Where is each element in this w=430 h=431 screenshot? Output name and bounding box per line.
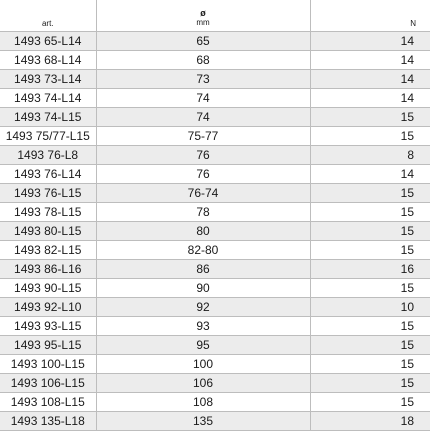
- table-row: [0, 374, 430, 393]
- table-row: [0, 184, 430, 203]
- cell-art: 1493 74-L15: [0, 108, 96, 127]
- cell-n: 15: [310, 127, 430, 146]
- table-row: [0, 51, 430, 70]
- cell-n: 8: [310, 146, 430, 165]
- cell-diameter: 86: [96, 260, 310, 279]
- table-row: [0, 108, 430, 127]
- cell-art: 1493 78-L15: [0, 203, 96, 222]
- cell-n: 16: [310, 260, 430, 279]
- cell-diameter: 68: [96, 51, 310, 70]
- cell-diameter: 74: [96, 108, 310, 127]
- cell-diameter: 95: [96, 336, 310, 355]
- cell-n: 10: [310, 298, 430, 317]
- table-row: [0, 32, 430, 51]
- cell-n: 14: [310, 70, 430, 89]
- table-row: [0, 260, 430, 279]
- diameter-unit: mm: [196, 18, 210, 27]
- cell-art: 1493 73-L14: [0, 70, 96, 89]
- cell-n: 15: [310, 393, 430, 412]
- header-art: art.: [0, 0, 96, 32]
- cell-n: 15: [310, 222, 430, 241]
- cell-diameter: 78: [96, 203, 310, 222]
- table-row: [0, 127, 430, 146]
- cell-diameter: 75-77: [96, 127, 310, 146]
- cell-art: 1493 135-L18: [0, 412, 96, 431]
- cell-diameter: 73: [96, 70, 310, 89]
- cell-art: 1493 93-L15: [0, 317, 96, 336]
- cell-diameter: 76-74: [96, 184, 310, 203]
- header-diameter: [96, 0, 310, 32]
- cell-art: 1493 106-L15: [0, 374, 96, 393]
- cell-n: 15: [310, 203, 430, 222]
- cell-n: 15: [310, 108, 430, 127]
- diameter-symbol: ø: [200, 8, 206, 18]
- table-header: [0, 0, 430, 32]
- table-row: [0, 298, 430, 317]
- cell-diameter: 80: [96, 222, 310, 241]
- table-row: [0, 203, 430, 222]
- cell-diameter: 92: [96, 298, 310, 317]
- table-row: [0, 279, 430, 298]
- cell-diameter: 82-80: [96, 241, 310, 260]
- cell-art: 1493 80-L15: [0, 222, 96, 241]
- cell-n: 15: [310, 241, 430, 260]
- table-row: [0, 393, 430, 412]
- cell-n: 15: [310, 317, 430, 336]
- header-row: [0, 0, 430, 32]
- cell-diameter: 90: [96, 279, 310, 298]
- table-row: [0, 222, 430, 241]
- cell-art: 1493 92-L10: [0, 298, 96, 317]
- cell-art: 1493 76-L8: [0, 146, 96, 165]
- cell-diameter: 108: [96, 393, 310, 412]
- cell-art: 1493 76-L15: [0, 184, 96, 203]
- table-row: [0, 165, 430, 184]
- cell-n: 18: [310, 412, 430, 431]
- table-row: [0, 70, 430, 89]
- header-n: N: [410, 19, 416, 28]
- table-row: [0, 412, 430, 431]
- cell-diameter: 65: [96, 32, 310, 51]
- cell-n: 14: [310, 51, 430, 70]
- cell-diameter: 106: [96, 374, 310, 393]
- cell-diameter: 74: [96, 89, 310, 108]
- cell-art: 1493 74-L14: [0, 89, 96, 108]
- cell-art: 1493 100-L15: [0, 355, 96, 374]
- table-row: [0, 241, 430, 260]
- cell-diameter: 100: [96, 355, 310, 374]
- cell-n: 14: [310, 32, 430, 51]
- cell-art: 1493 75/77-L15: [0, 127, 96, 146]
- cell-art: 1493 65-L14: [0, 32, 96, 51]
- cell-art: 1493 76-L14: [0, 165, 96, 184]
- table-body: [0, 32, 430, 431]
- cell-diameter: 93: [96, 317, 310, 336]
- cell-n: 15: [310, 336, 430, 355]
- cell-n: 14: [310, 89, 430, 108]
- table-row: [0, 89, 430, 108]
- table-row: [0, 317, 430, 336]
- cell-diameter: 76: [96, 146, 310, 165]
- cell-art: 1493 108-L15: [0, 393, 96, 412]
- cell-n: 15: [310, 374, 430, 393]
- cell-n: 15: [310, 184, 430, 203]
- cell-n: 14: [310, 165, 430, 184]
- cell-diameter: 135: [96, 412, 310, 431]
- cell-art: 1493 90-L15: [0, 279, 96, 298]
- cell-n: 15: [310, 279, 430, 298]
- table-row: [0, 336, 430, 355]
- table-row: [0, 355, 430, 374]
- table-row: [0, 146, 430, 165]
- cell-art: 1493 86-L16: [0, 260, 96, 279]
- cell-art: 1493 68-L14: [0, 51, 96, 70]
- cell-diameter: 76: [96, 165, 310, 184]
- cell-art: 1493 95-L15: [0, 336, 96, 355]
- cell-n: 15: [310, 355, 430, 374]
- cell-art: 1493 82-L15: [0, 241, 96, 260]
